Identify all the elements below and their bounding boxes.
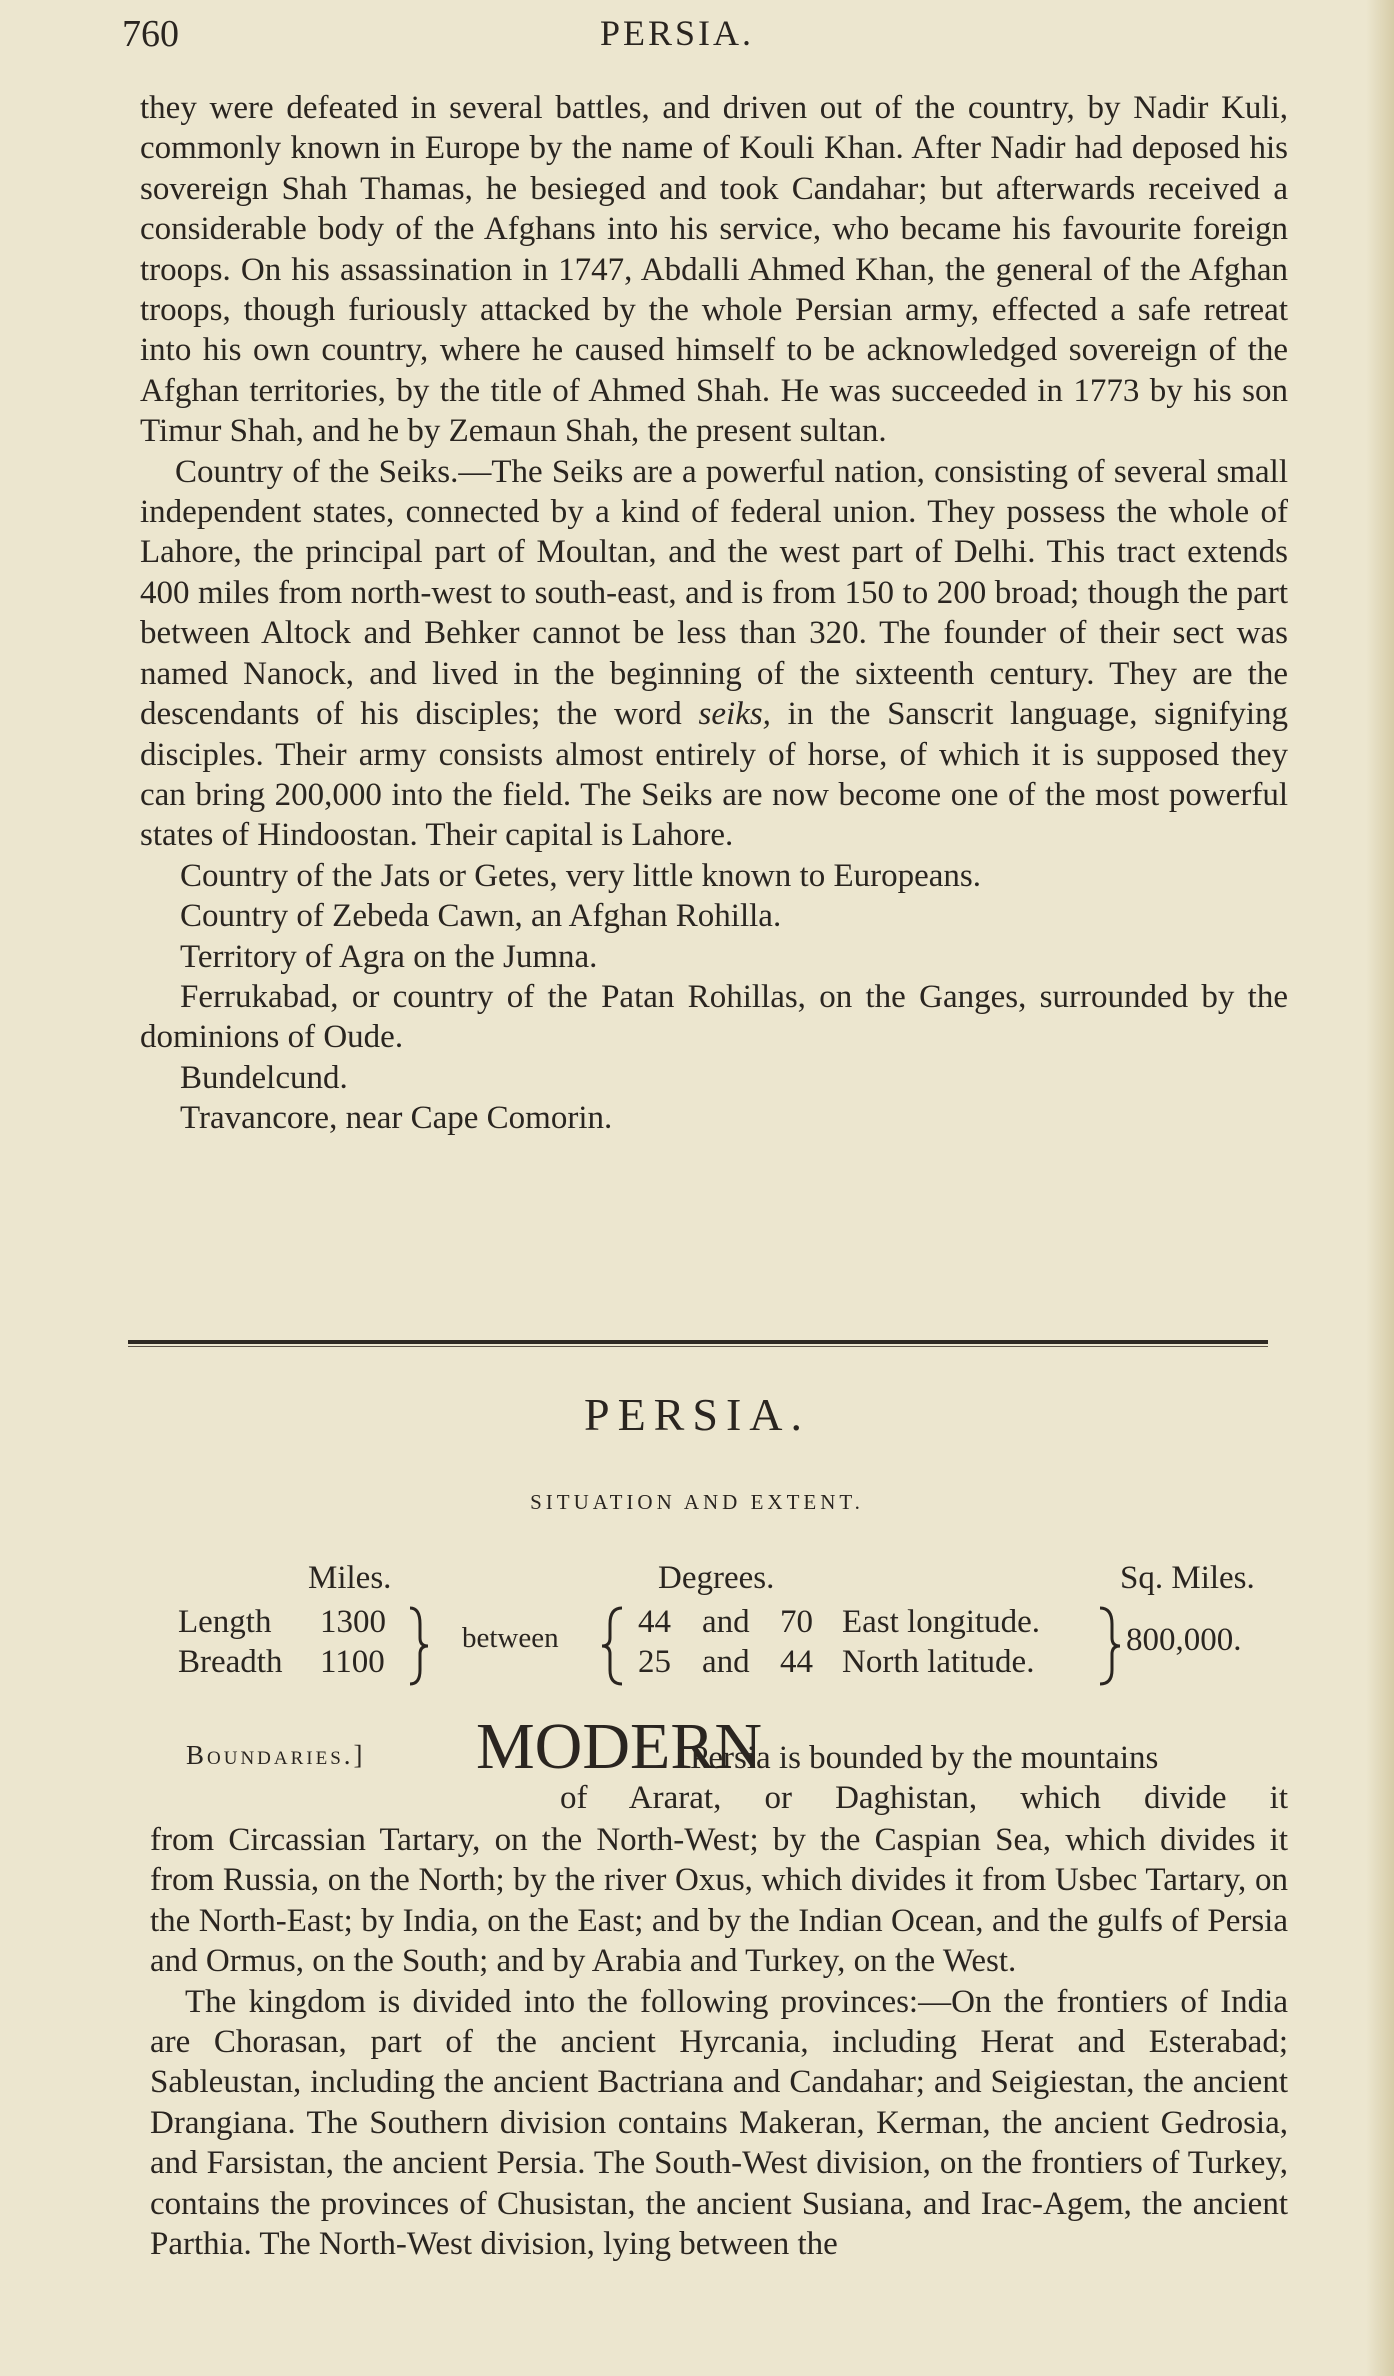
row-value-breadth-miles: 1100: [320, 1644, 385, 1680]
boundaries-label: Boundaries.]: [186, 1740, 366, 1770]
paragraph-afghan-history: they were defeated in several battles, and driven out of the country, by Nadir Kuli, commonly known in Europe by the name of Kouli Khan. After Nadir had deposed his sovereign Shah Thamas, he besieged and took Candahar; but afterwards received a considerable body of the Afghans into his service, who became his favourite foreign troops. On his assassination in 1747, Abdalli Ahmed Khan, the general of the Afghan troops, though furiously attacked by the whole Persian army, effected a safe retreat into his own country, where he caused himself to be acknowledged sovereign of the Afghan territories, by the title of Ahmed Shah. He was succeeded in 1773 by his son Timur Shah, and he by Zemaun Shah, the present sultan.: [140, 90, 1288, 450]
row-label-breadth: Breadth: [178, 1644, 283, 1680]
section-subtitle: SITUATION AND EXTENT.: [530, 1490, 864, 1514]
list-item: Travancore, near Cape Comorin.: [180, 1100, 613, 1137]
page-number: 760: [122, 13, 179, 55]
page-edge-shadow: [1366, 0, 1394, 2376]
row1-degree-b: 70: [780, 1604, 813, 1640]
row2-degree-b: 44: [780, 1644, 813, 1680]
row1-description: East longitude.: [842, 1604, 1040, 1640]
list-item: Bundelcund.: [180, 1059, 348, 1096]
row-value-length-miles: 1300: [320, 1604, 386, 1640]
boundaries-body: [150, 1820, 1288, 2264]
running-title: PERSIA.: [600, 13, 755, 53]
running-header: [0, 12, 1394, 62]
section-divider: [128, 1340, 1268, 1344]
top-text-block: [140, 88, 1288, 1139]
boundaries-line-2: of Ararat, or Daghistan, which divide it: [560, 1780, 1288, 1816]
list-item: Country of Zebeda Cawn, an Afghan Rohilla.: [180, 898, 782, 935]
column-head-sq-miles: Sq. Miles.: [1120, 1560, 1255, 1596]
left-brace-icon: [402, 1604, 432, 1688]
paragraph-boundaries: from Circassian Tartary, on the North-West; by the Caspian Sea, which divides it from Russia, on the North; by the river Oxus, which divides it from Usbec Tartary, on the North-East; by India, on the East; and by the Indian Ocean, and the gulfs of Persia and Ormus, on the South; and by Arabia and Turkey, on the West.: [150, 1822, 1288, 1980]
paragraph-seiks: [140, 452, 1288, 856]
drop-cap-word: MODERN: [476, 1710, 763, 1783]
column-head-miles: Miles.: [308, 1560, 392, 1596]
row1-degree-a: 44: [638, 1604, 671, 1640]
row2-and: and: [702, 1644, 750, 1680]
seiks-text-a: Country of the Seiks.—The Seiks are a powerful nation, consisting of several small independent states, connected by a kind of federal union. They possess the whole of Lahore, the principal part of Moultan, and the west part of Delhi. This tract extends 400 miles from north-west to south-east, and is from 150 to 200 broad; though the part between Altock and Behker cannot be less than 320. The founder of their sect was named Nanock, and lived in the beginning of the sixteenth century. They are the descendants of his disciples; the word: [140, 453, 1288, 733]
section-divider-thin: [128, 1346, 1268, 1347]
open-brace-icon: [600, 1604, 626, 1688]
list-item: Country of the Jats or Getes, very little known to Europeans.: [180, 857, 982, 894]
column-head-degrees: Degrees.: [658, 1560, 775, 1596]
paragraph-provinces: The kingdom is divided into the following provinces:—On the frontiers of India are Chorasan, part of the ancient Hyrcania, including Herat and Esterabad; Sableustan, including the ancient Bactriana and Candahar; and Seigiestan, the ancient Drangiana. The Southern division contains Makeran, Kerman, the ancient Gedrosia, and Farsistan, the ancient Persia. The South-West division, on the frontiers of Turkey, contains the provinces of Chusistan, the ancient Susiana, and Irac-Agem, the ancient Parthia. The North-West division, lying between the: [150, 1983, 1288, 2263]
row1-and: and: [702, 1604, 750, 1640]
boundaries-line-1: Persia is bounded by the mountains: [690, 1740, 1159, 1776]
extent-table: [176, 1560, 1286, 1690]
square-miles-value: 800,000.: [1126, 1622, 1242, 1658]
between-label: between: [462, 1622, 559, 1654]
section-title: PERSIA.: [584, 1389, 810, 1440]
seiks-word-italic: seiks,: [698, 696, 771, 733]
row2-degree-a: 25: [638, 1644, 671, 1680]
list-item: Ferrukabad, or country of the Patan Rohillas, on the Ganges, surrounded by the dominions of Oude.: [140, 978, 1288, 1056]
row2-description: North latitude.: [842, 1644, 1035, 1680]
row-label-length: Length: [178, 1604, 272, 1640]
right-brace-icon: [1096, 1604, 1122, 1688]
seiks-text-b: in the Sanscrit language, signifying disciples. Their army consists almost entirely of horse, of which it is supposed they can bring 200,000 into the field. The Seiks are now become one of the most powerful states of Hindoostan. Their capital is Lahore.: [140, 696, 1289, 854]
list-item: Territory of Agra on the Jumna.: [180, 938, 598, 975]
